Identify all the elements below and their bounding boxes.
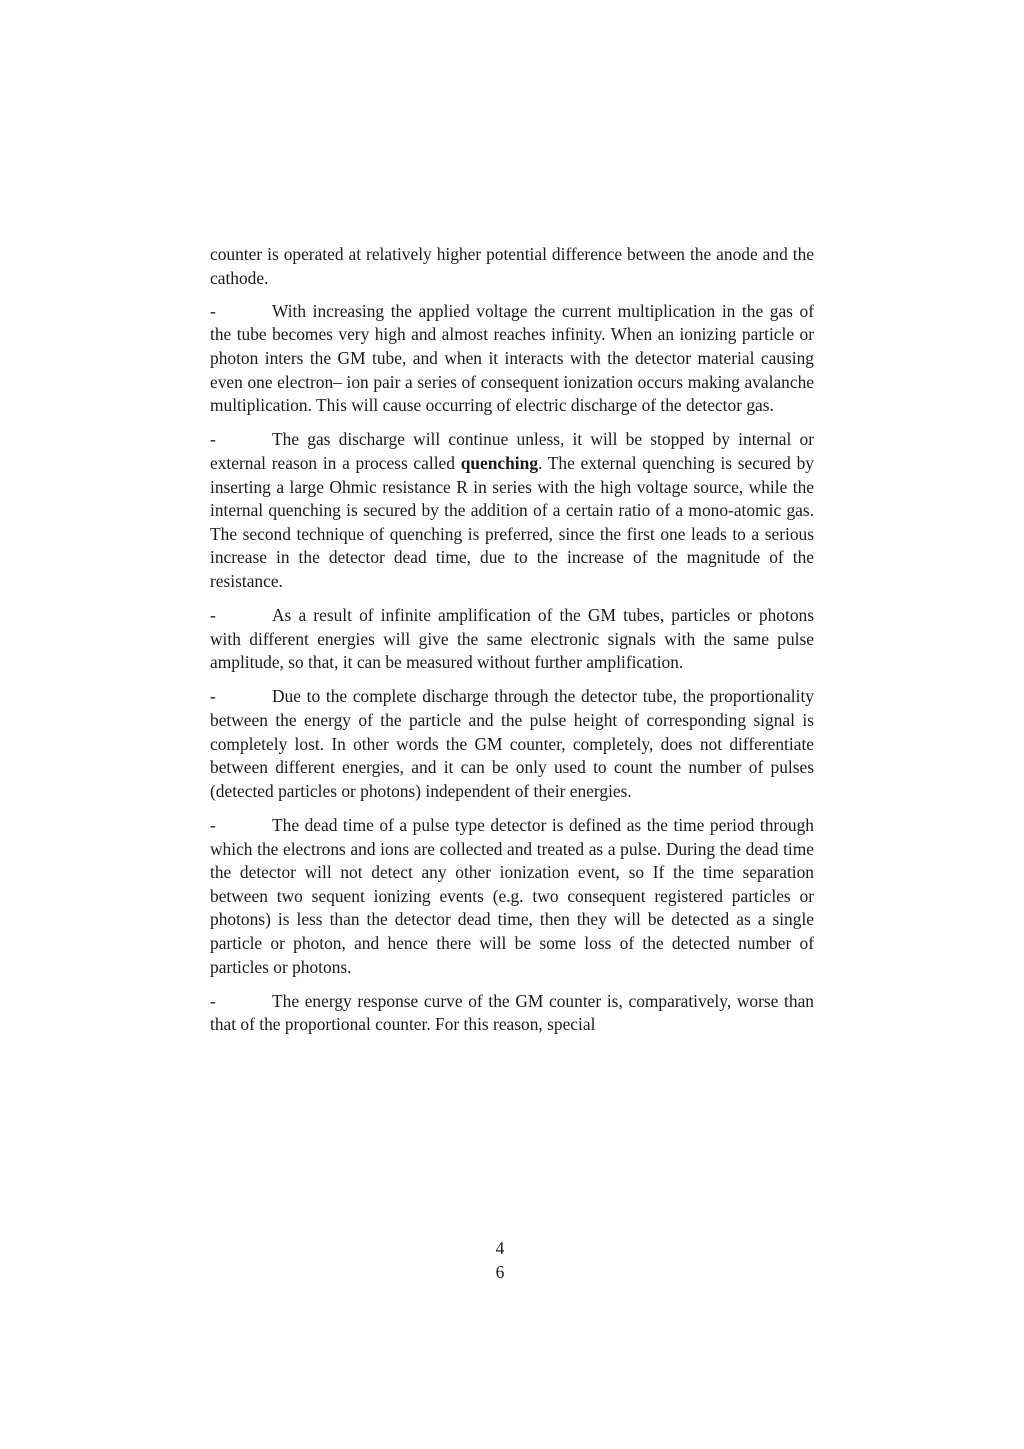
paragraph-dead-time bbox=[210, 814, 814, 979]
list-dash: - bbox=[210, 990, 216, 1011]
paragraph-complete-discharge bbox=[210, 685, 814, 803]
page-number-line-2: 6 bbox=[495, 1262, 505, 1282]
continuation-paragraph: counter is operated at relatively higher potential difference between the anode and the cathode. bbox=[210, 244, 814, 288]
paragraph-voltage-multiplication bbox=[210, 300, 814, 418]
list-dash: - bbox=[210, 429, 216, 450]
paragraph-amplification bbox=[210, 604, 814, 675]
quenching-term: quenching bbox=[460, 452, 539, 473]
page-number-line-1: 4 bbox=[495, 1238, 505, 1258]
list-dash: - bbox=[210, 605, 216, 626]
paragraph-energy-response bbox=[210, 990, 814, 1037]
paragraph-text: The energy response curve of the GM counter is, comparatively, worse than that of the proportional counter. For this reason, special bbox=[210, 990, 814, 1035]
paragraph-text: As a result of infinite amplification of the GM tubes, particles or photons with different energies will give the same electronic signals with the same pulse amplitude, so that, it can be measured without further amplification. bbox=[210, 605, 814, 673]
page-number bbox=[490, 1236, 510, 1284]
paragraph-text: Due to the complete discharge through the detector tube, the proportionality between the energy of the particle and the pulse height of corresponding signal is completely lost. In other words the GM counter, completely, does not differentiate between different energies, and it can be only used to count the number of pulses (detected particles or photons) independent of their energies. bbox=[210, 686, 814, 801]
paragraph-text: The gas discharge will continue unless, it will be stopped by internal or external reason in a process called bbox=[210, 429, 814, 473]
paragraph-quenching bbox=[210, 428, 814, 593]
paragraph-text-continued: . The external quenching is secured by inserting a large Ohmic resistance R in series with the high voltage source, while the internal quenching is secured by the addition of a certain ratio of a mono-atomic gas. The second technique of quenching is preferred, since the first one leads to a serious increase in the detector dead time, due to the increase of the magnitude of the resistance. bbox=[210, 452, 814, 591]
body-text bbox=[210, 243, 814, 1048]
paragraph-text: With increasing the applied voltage the current multiplication in the gas of the tube becomes very high and almost reaches infinity. When an ionizing particle or photon inters the GM tube, and when it interacts with the detector material causing even one electron– ion pair a series of consequent ionization occurs making avalanche multiplication. This will cause occurring of electric discharge of the detector gas. bbox=[210, 300, 814, 416]
paragraph-text: The dead time of a pulse type detector is defined as the time period through which the electrons and ions are collected and treated as a pulse. During the dead time the detector will not detect any other ionization event, so If the time separation between two sequent ionizing events (e.g. two consequent registered particles or photons) is less than the detector dead time, then they will be detected as a single particle or photon, and hence there will be some loss of the detected number of particles or photons. bbox=[210, 815, 814, 977]
list-dash: - bbox=[210, 686, 216, 707]
list-dash: - bbox=[210, 815, 216, 836]
list-dash: - bbox=[210, 300, 216, 321]
